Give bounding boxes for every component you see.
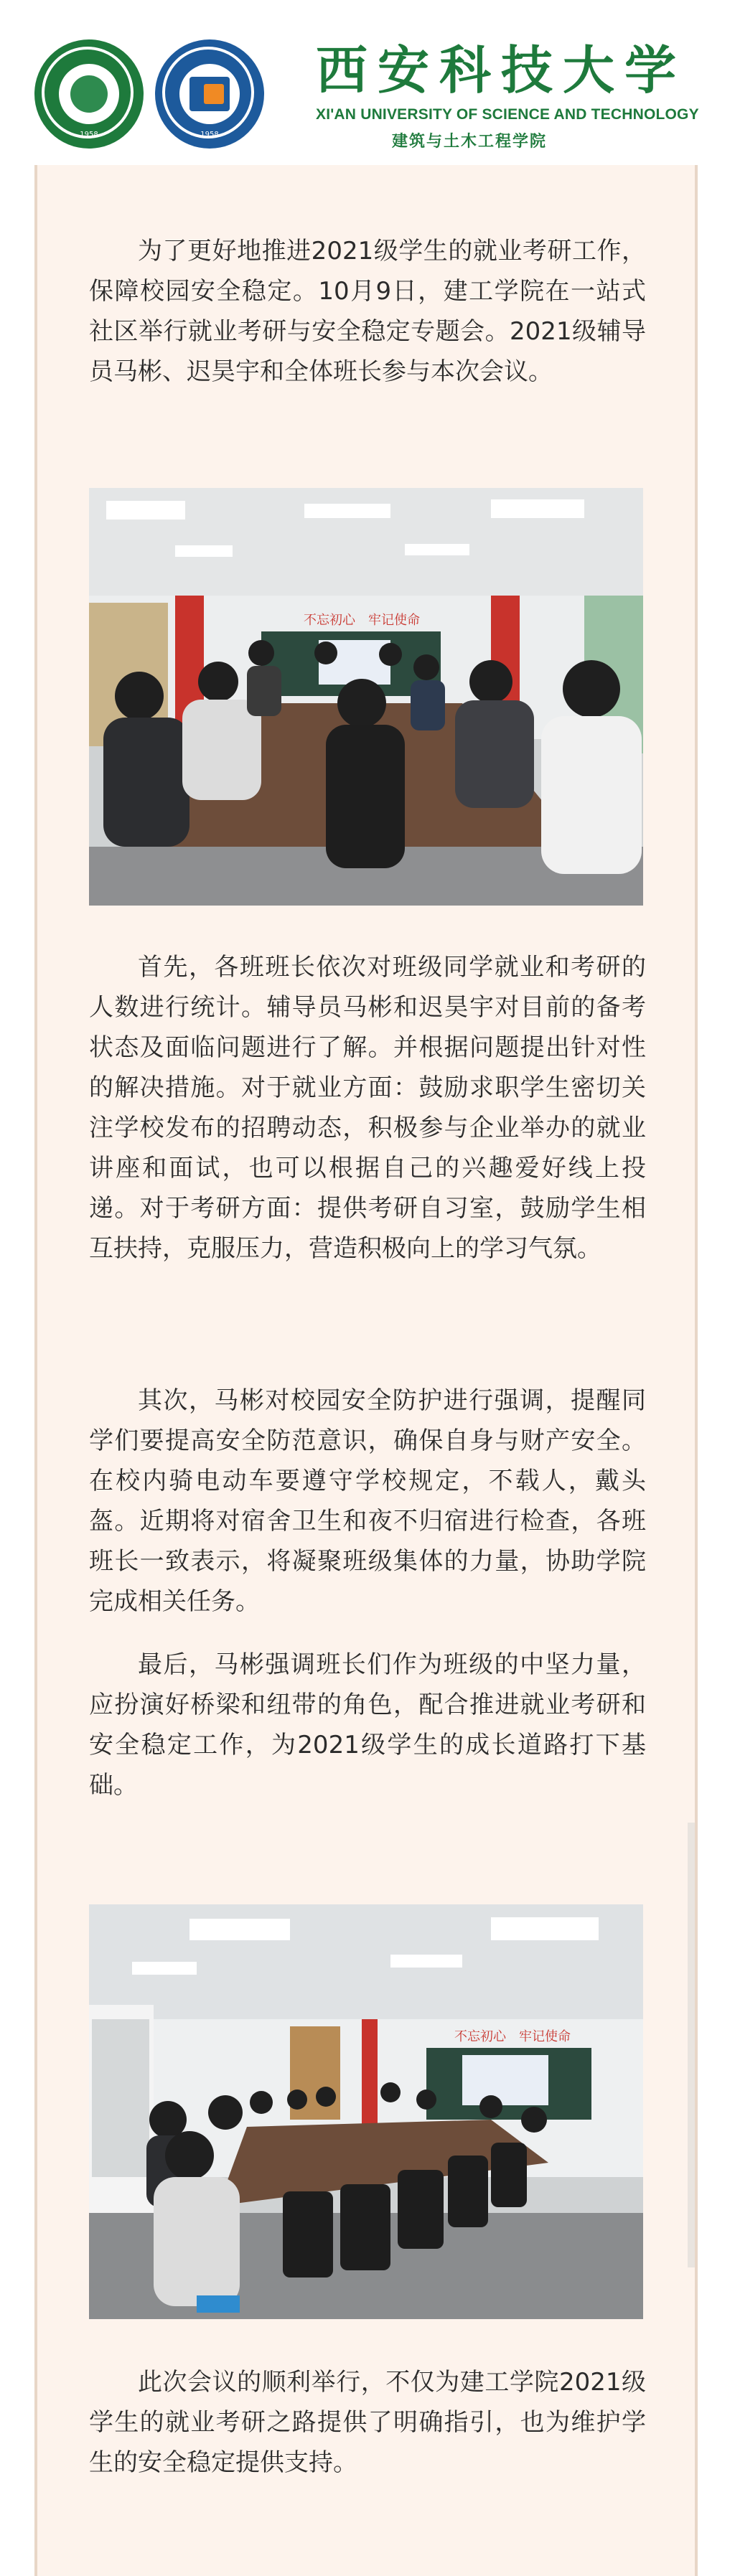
university-name-cn: 西安科技大学 — [316, 39, 687, 100]
college-seal-year: 1958 — [200, 131, 219, 138]
article-paragraph-last: 最后，马彬强调班长们作为班级的中坚力量，应扮演好桥梁和纽带的角色，配合推进就业考研和安全稳定工作，为2021级学生的成长道路打下基础。 — [89, 1650, 646, 1800]
scroll-edge-mark — [688, 1823, 695, 2267]
wall-slogan: 不忘初心 牢记使命 — [304, 613, 420, 628]
article-paragraph-closing: 此次会议的顺利举行，不仅为建工学院2021级学生的就业考研之路提供了明确指引，也为维护学生的安全稳定提供支持。 — [89, 2368, 646, 2477]
university-name-en: XI'AN UNIVERSITY OF SCIENCE AND TECHNOLOGY — [316, 106, 699, 123]
meeting-photo-1 — [89, 488, 643, 906]
department-name: 建筑与土木工程学院 — [392, 133, 548, 151]
article-paragraph-intro: 为了更好地推进2021级学生的就业考研工作，保障校园安全稳定。10月9日，建工学院在一站式社区举行就业考研与安全稳定专题会。2021级辅导员马彬、迟昊宇和全体班长参与本次会议。 — [89, 237, 646, 386]
university-seal-year: 1958 — [80, 131, 98, 138]
article-paragraph-second: 其次，马彬对校园安全防护进行强调，提醒同学们要提高安全防范意识，确保自身与财产安全。在校内骑电动车要遵守学校规定，不载人，戴头盔。近期将对宿舍卫生和夜不归宿进行检查，各班班长一致表示，将凝聚班级集体的力量，协助学院完成相关任务。 — [89, 1386, 646, 1616]
university-seal-logo — [34, 39, 144, 149]
college-seal-logo — [155, 39, 264, 149]
wall-slogan-2: 不忘初心 牢记使命 — [454, 2029, 571, 2044]
meeting-photo-2 — [89, 1904, 643, 2319]
article-paragraph-first: 首先，各班班长依次对班级同学就业和考研的人数进行统计。辅导员马彬和迟昊宇对目前的备考状态及面临问题进行了解。并根据问题提出针对性的解决措施。对于就业方面：鼓励求职学生密切关注学校发布的招聘动态，积极参与企业举办的就业讲座和面试，也可以根据自己的兴趣爱好线上投递。对于考研方面：提供考研自习室，鼓励学生相互扶持，克服压力，营造积极向上的学习气氛。 — [89, 953, 646, 1263]
page-header — [0, 0, 735, 165]
